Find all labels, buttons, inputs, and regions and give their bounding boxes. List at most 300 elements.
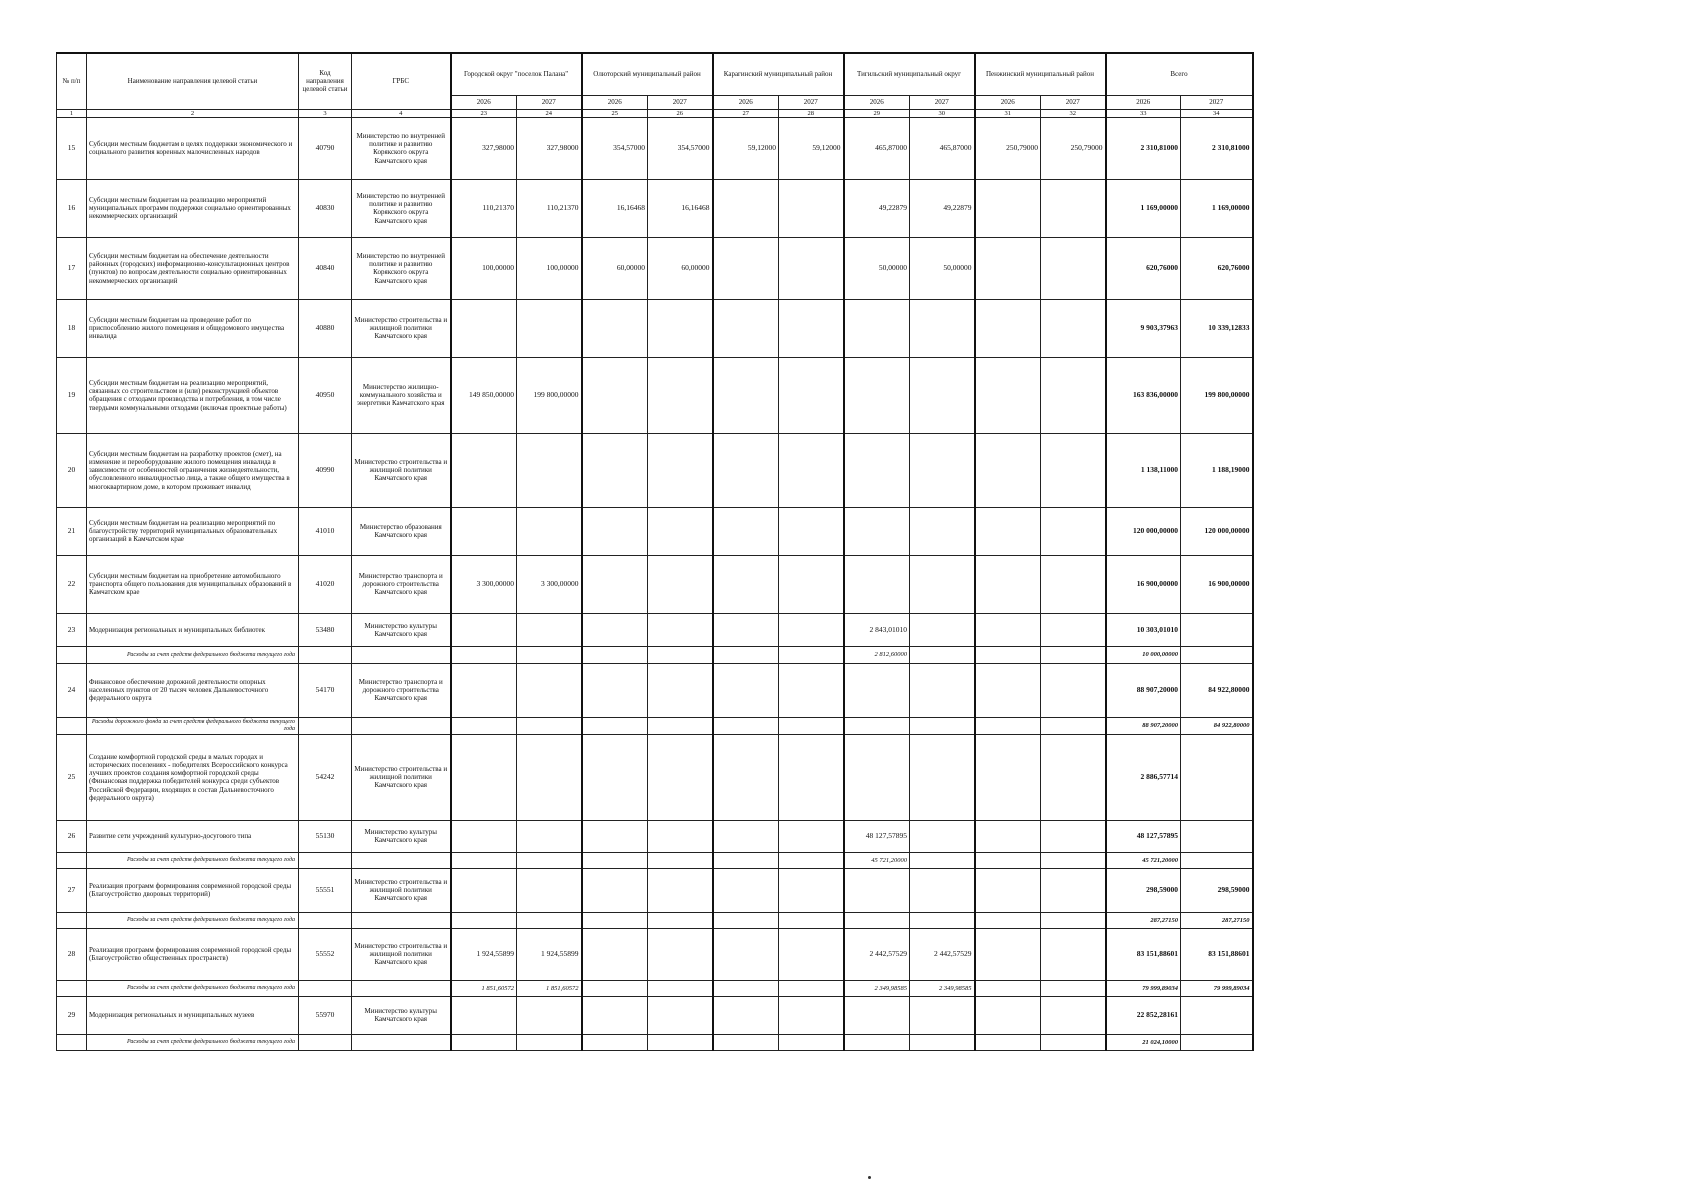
row-number — [57, 717, 87, 734]
value-cell — [582, 852, 648, 868]
total-value-cell: 1 169,00000 — [1181, 179, 1253, 237]
value-cell — [517, 663, 582, 717]
total-value-cell: 9 903,37963 — [1106, 299, 1181, 357]
row-number: 29 — [57, 996, 87, 1034]
value-cell — [713, 912, 779, 928]
value-cell — [975, 613, 1041, 646]
value-cell — [844, 299, 910, 357]
row-code: 40880 — [299, 299, 352, 357]
total-value-cell: 120 000,00000 — [1106, 507, 1181, 555]
column-index: 31 — [975, 109, 1041, 117]
value-cell: 50,00000 — [844, 237, 910, 299]
total-value-cell: 1 169,00000 — [1106, 179, 1181, 237]
row-code: 41020 — [299, 555, 352, 613]
row-grbs: Министерство строительства и жилищной политики Камчатского края — [352, 928, 451, 980]
value-cell — [975, 507, 1041, 555]
row-name: Расходы за счет средств федерального бюджета текущего года — [87, 980, 299, 996]
value-cell — [648, 980, 713, 996]
total-value-cell: 83 151,88601 — [1106, 928, 1181, 980]
value-cell — [648, 646, 713, 663]
value-cell — [582, 433, 648, 507]
value-cell — [779, 980, 844, 996]
value-cell — [1041, 357, 1106, 433]
value-cell — [713, 717, 779, 734]
value-cell: 1 924,55899 — [451, 928, 517, 980]
table-subrow — [57, 852, 1253, 868]
value-cell — [648, 663, 713, 717]
value-cell: 100,00000 — [517, 237, 582, 299]
value-cell — [582, 1034, 648, 1050]
value-cell: 59,12000 — [779, 117, 844, 179]
row-code — [299, 646, 352, 663]
value-cell: 49,22879 — [844, 179, 910, 237]
value-cell — [975, 433, 1041, 507]
value-cell — [517, 868, 582, 912]
row-name: Расходы за счет средств федерального бюджета текущего года — [87, 852, 299, 868]
header-group-total: Всего — [1106, 53, 1253, 95]
column-index: 28 — [779, 109, 844, 117]
total-value-cell: 88 907,20000 — [1106, 717, 1181, 734]
column-index: 33 — [1106, 109, 1181, 117]
total-value-cell: 199 800,00000 — [1181, 357, 1253, 433]
value-cell — [582, 613, 648, 646]
table-row — [57, 507, 1253, 555]
value-cell: 250,79000 — [975, 117, 1041, 179]
value-cell — [844, 357, 910, 433]
row-name: Модернизация региональных и муниципальных музеев — [87, 996, 299, 1034]
row-code: 40990 — [299, 433, 352, 507]
table-row — [57, 433, 1253, 507]
header-group-karaginsky: Карагинский муниципальный район — [713, 53, 844, 95]
row-code: 55551 — [299, 868, 352, 912]
value-cell: 2 349,98585 — [910, 980, 975, 996]
row-name: Субсидии местным бюджетам в целях поддержки экономического и социального развития коренных малочисленных народов — [87, 117, 299, 179]
value-cell — [910, 613, 975, 646]
value-cell — [582, 996, 648, 1034]
header-year: 2027 — [648, 95, 713, 109]
value-cell — [910, 734, 975, 820]
value-cell — [582, 734, 648, 820]
value-cell: 16,16468 — [648, 179, 713, 237]
value-cell — [779, 912, 844, 928]
row-name: Субсидии местным бюджетам на реализацию мероприятий, связанных со строительством и (или) реконструкцией объектов обращения с отходами производства и потребления, в том числе твердыми коммунальными отходами (включая проектные работы) — [87, 357, 299, 433]
table-row — [57, 663, 1253, 717]
row-number: 27 — [57, 868, 87, 912]
value-cell — [779, 663, 844, 717]
total-value-cell: 2 886,57714 — [1106, 734, 1181, 820]
column-index: 27 — [713, 109, 779, 117]
value-cell: 465,87000 — [910, 117, 975, 179]
value-cell — [975, 555, 1041, 613]
value-cell: 1 851,60572 — [517, 980, 582, 996]
value-cell — [713, 734, 779, 820]
row-name: Расходы за счет средств федерального бюджета текущего года — [87, 646, 299, 663]
header-name: Наименование направления целевой статьи — [87, 53, 299, 109]
row-number: 22 — [57, 555, 87, 613]
header-group-penzhinsky: Пенжинский муниципальный район — [975, 53, 1106, 95]
row-code — [299, 912, 352, 928]
total-value-cell: 298,59000 — [1106, 868, 1181, 912]
row-number: 18 — [57, 299, 87, 357]
value-cell — [1041, 734, 1106, 820]
value-cell — [844, 734, 910, 820]
total-value-cell: 620,76000 — [1106, 237, 1181, 299]
row-code: 40830 — [299, 179, 352, 237]
header-year: 2027 — [517, 95, 582, 109]
value-cell — [517, 996, 582, 1034]
total-value-cell: 298,59000 — [1181, 868, 1253, 912]
row-name: Субсидии местным бюджетам на реализацию мероприятий муниципальных программ поддержки социально ориентированных некоммерческих организаций — [87, 179, 299, 237]
value-cell — [975, 237, 1041, 299]
value-cell: 250,79000 — [1041, 117, 1106, 179]
value-cell — [844, 868, 910, 912]
column-index: 32 — [1041, 109, 1106, 117]
row-code — [299, 717, 352, 734]
value-cell — [451, 820, 517, 852]
header-code: Код направления целевой статьи — [299, 53, 352, 109]
row-number: 19 — [57, 357, 87, 433]
total-value-cell: 83 151,88601 — [1181, 928, 1253, 980]
table-row — [57, 179, 1253, 237]
value-cell — [779, 555, 844, 613]
value-cell — [1041, 717, 1106, 734]
value-cell: 354,57000 — [582, 117, 648, 179]
total-value-cell — [1181, 1034, 1253, 1050]
value-cell — [713, 433, 779, 507]
header-year: 2027 — [1181, 95, 1253, 109]
value-cell — [779, 299, 844, 357]
value-cell: 2 349,98585 — [844, 980, 910, 996]
value-cell — [975, 299, 1041, 357]
row-number: 26 — [57, 820, 87, 852]
value-cell — [582, 928, 648, 980]
value-cell — [648, 1034, 713, 1050]
column-index: 4 — [352, 109, 451, 117]
value-cell: 149 850,00000 — [451, 357, 517, 433]
value-cell — [844, 996, 910, 1034]
total-value-cell — [1181, 613, 1253, 646]
value-cell — [779, 820, 844, 852]
row-grbs: Министерство культуры Камчатского края — [352, 996, 451, 1034]
row-grbs — [352, 912, 451, 928]
value-cell — [451, 868, 517, 912]
value-cell — [1041, 868, 1106, 912]
value-cell: 327,98000 — [451, 117, 517, 179]
row-number: 15 — [57, 117, 87, 179]
row-grbs: Министерство строительства и жилищной политики Камчатского края — [352, 868, 451, 912]
header-year: 2026 — [582, 95, 648, 109]
value-cell: 110,21370 — [451, 179, 517, 237]
value-cell — [713, 237, 779, 299]
table-subrow — [57, 912, 1253, 928]
row-name: Субсидии местным бюджетам на приобретение автомобильного транспорта общего пользования для муниципальных образований в Камчатском крае — [87, 555, 299, 613]
value-cell: 16,16468 — [582, 179, 648, 237]
row-name: Субсидии местным бюджетам на проведение работ по приспособлению жилого помещения и общедомового имущества инвалида — [87, 299, 299, 357]
value-cell — [713, 928, 779, 980]
value-cell — [451, 299, 517, 357]
header-year: 2027 — [779, 95, 844, 109]
row-name: Расходы дорожного фонда за счет средств федерального бюджета текущего года — [87, 717, 299, 734]
value-cell — [779, 507, 844, 555]
value-cell — [975, 912, 1041, 928]
value-cell — [1041, 555, 1106, 613]
total-value-cell: 1 188,19000 — [1181, 433, 1253, 507]
value-cell — [713, 868, 779, 912]
value-cell — [713, 1034, 779, 1050]
value-cell — [1041, 663, 1106, 717]
value-cell — [910, 507, 975, 555]
row-code: 41010 — [299, 507, 352, 555]
row-grbs: Министерство по внутренней политике и развитию Корякского округа Камчатского края — [352, 179, 451, 237]
value-cell — [779, 179, 844, 237]
row-grbs: Министерство культуры Камчатского края — [352, 613, 451, 646]
value-cell — [1041, 980, 1106, 996]
value-cell — [844, 1034, 910, 1050]
total-value-cell: 120 000,00000 — [1181, 507, 1253, 555]
header-year: 2027 — [1041, 95, 1106, 109]
value-cell — [910, 357, 975, 433]
total-value-cell: 48 127,57895 — [1106, 820, 1181, 852]
value-cell — [910, 1034, 975, 1050]
total-value-cell: 2 310,81000 — [1181, 117, 1253, 179]
header-year: 2027 — [910, 95, 975, 109]
total-value-cell: 16 900,00000 — [1106, 555, 1181, 613]
value-cell — [779, 717, 844, 734]
value-cell — [451, 646, 517, 663]
total-value-cell: 45 721,20000 — [1106, 852, 1181, 868]
header-num: № п/п — [57, 53, 87, 109]
value-cell — [975, 179, 1041, 237]
value-cell — [517, 852, 582, 868]
row-code: 40840 — [299, 237, 352, 299]
value-cell — [779, 237, 844, 299]
value-cell — [910, 852, 975, 868]
column-index: 23 — [451, 109, 517, 117]
header-row — [57, 53, 1253, 95]
value-cell — [975, 996, 1041, 1034]
value-cell — [648, 357, 713, 433]
row-code — [299, 980, 352, 996]
value-cell — [910, 433, 975, 507]
value-cell — [648, 996, 713, 1034]
value-cell — [975, 717, 1041, 734]
row-code: 54170 — [299, 663, 352, 717]
row-grbs: Министерство культуры Камчатского края — [352, 820, 451, 852]
value-cell — [975, 1034, 1041, 1050]
value-cell — [582, 507, 648, 555]
total-value-cell: 16 900,00000 — [1181, 555, 1253, 613]
value-cell — [779, 734, 844, 820]
table-row — [57, 299, 1253, 357]
value-cell — [910, 663, 975, 717]
table-subrow — [57, 646, 1253, 663]
row-grbs: Министерство по внутренней политике и развитию Корякского округа Камчатского края — [352, 237, 451, 299]
value-cell — [648, 734, 713, 820]
value-cell — [844, 555, 910, 613]
value-cell — [779, 852, 844, 868]
value-cell — [779, 433, 844, 507]
row-number — [57, 912, 87, 928]
table-row — [57, 928, 1253, 980]
column-index: 34 — [1181, 109, 1253, 117]
value-cell — [582, 663, 648, 717]
stray-dot — [868, 1176, 871, 1179]
value-cell — [517, 820, 582, 852]
value-cell: 50,00000 — [910, 237, 975, 299]
value-cell — [1041, 912, 1106, 928]
value-cell — [582, 717, 648, 734]
value-cell — [451, 613, 517, 646]
row-code — [299, 852, 352, 868]
row-grbs — [352, 852, 451, 868]
header-group-palana: Городской округ "поселок Палана" — [451, 53, 582, 95]
value-cell — [713, 507, 779, 555]
row-code — [299, 1034, 352, 1050]
value-cell — [975, 980, 1041, 996]
value-cell — [517, 717, 582, 734]
table-row — [57, 996, 1253, 1034]
value-cell: 59,12000 — [713, 117, 779, 179]
value-cell — [582, 299, 648, 357]
budget-table — [56, 52, 1254, 1051]
total-value-cell — [1181, 996, 1253, 1034]
row-name: Субсидии местным бюджетам на реализацию мероприятий по благоустройству территорий муниципальных образовательных организаций в Камчатском крае — [87, 507, 299, 555]
row-name: Расходы за счет средств федерального бюджета текущего года — [87, 912, 299, 928]
row-name: Модернизация региональных и муниципальных библиотек — [87, 613, 299, 646]
total-value-cell — [1181, 646, 1253, 663]
value-cell — [451, 734, 517, 820]
row-code: 54242 — [299, 734, 352, 820]
table-row — [57, 357, 1253, 433]
total-value-cell: 10 303,01010 — [1106, 613, 1181, 646]
total-value-cell: 21 024,10000 — [1106, 1034, 1181, 1050]
total-value-cell: 620,76000 — [1181, 237, 1253, 299]
header-index-row — [57, 109, 1253, 117]
value-cell — [517, 646, 582, 663]
total-value-cell: 2 310,81000 — [1106, 117, 1181, 179]
column-index: 29 — [844, 109, 910, 117]
row-name: Развитие сети учреждений культурно-досугового типа — [87, 820, 299, 852]
value-cell — [582, 980, 648, 996]
value-cell: 48 127,57895 — [844, 820, 910, 852]
value-cell — [844, 433, 910, 507]
value-cell — [648, 613, 713, 646]
value-cell: 3 300,00000 — [451, 555, 517, 613]
total-value-cell — [1181, 734, 1253, 820]
value-cell — [451, 433, 517, 507]
value-cell — [844, 507, 910, 555]
total-value-cell — [1181, 852, 1253, 868]
value-cell — [517, 433, 582, 507]
value-cell — [779, 613, 844, 646]
budget-table-body — [57, 117, 1253, 1050]
total-value-cell: 79 999,89034 — [1106, 980, 1181, 996]
value-cell — [779, 928, 844, 980]
row-number: 24 — [57, 663, 87, 717]
row-code: 55970 — [299, 996, 352, 1034]
value-cell — [910, 868, 975, 912]
value-cell — [713, 299, 779, 357]
header-year: 2026 — [451, 95, 517, 109]
total-value-cell: 287,27150 — [1181, 912, 1253, 928]
value-cell — [975, 357, 1041, 433]
value-cell — [648, 852, 713, 868]
value-cell — [910, 646, 975, 663]
row-grbs: Министерство строительства и жилищной политики Камчатского края — [352, 299, 451, 357]
value-cell — [844, 912, 910, 928]
total-value-cell: 84 922,80000 — [1181, 663, 1253, 717]
value-cell: 45 721,20000 — [844, 852, 910, 868]
value-cell — [1041, 299, 1106, 357]
row-grbs: Министерство по внутренней политике и развитию Корякского округа Камчатского края — [352, 117, 451, 179]
row-grbs: Министерство транспорта и дорожного строительства Камчатского края — [352, 555, 451, 613]
value-cell — [910, 912, 975, 928]
value-cell — [910, 299, 975, 357]
row-code: 40790 — [299, 117, 352, 179]
header-group-tigilsky: Тигильский муниципальный округ — [844, 53, 975, 95]
value-cell — [582, 820, 648, 852]
value-cell: 100,00000 — [451, 237, 517, 299]
value-cell — [648, 299, 713, 357]
column-index: 2 — [87, 109, 299, 117]
value-cell: 2 812,60000 — [844, 646, 910, 663]
value-cell: 2 442,57529 — [844, 928, 910, 980]
row-number — [57, 980, 87, 996]
value-cell — [713, 820, 779, 852]
row-name: Финансовое обеспечение дорожной деятельности опорных населенных пунктов от 20 тысяч человек Дальневосточного федерального округа — [87, 663, 299, 717]
value-cell: 199 800,00000 — [517, 357, 582, 433]
value-cell — [582, 357, 648, 433]
value-cell: 2 843,01010 — [844, 613, 910, 646]
value-cell — [648, 433, 713, 507]
row-grbs: Министерство транспорта и дорожного строительства Камчатского края — [352, 663, 451, 717]
value-cell — [713, 357, 779, 433]
table-subrow — [57, 980, 1253, 996]
row-grbs — [352, 980, 451, 996]
value-cell — [713, 613, 779, 646]
row-number — [57, 852, 87, 868]
row-grbs — [352, 646, 451, 663]
value-cell — [713, 663, 779, 717]
row-grbs: Министерство строительства и жилищной политики Камчатского края — [352, 734, 451, 820]
row-name: Реализация программ формирования современной городской среды (Благоустройство общественных пространств) — [87, 928, 299, 980]
value-cell: 1 851,60572 — [451, 980, 517, 996]
value-cell — [713, 179, 779, 237]
row-name: Субсидии местным бюджетам на разработку проектов (смет), на изменение и переоборудование жилого помещения инвалида в зависимости от особенностей ограничения жизнедеятельности, обусловленного инвалидностью лица, а также общего имущества в многоквартирном доме, в котором проживает инвалид — [87, 433, 299, 507]
value-cell — [451, 507, 517, 555]
value-cell: 60,00000 — [582, 237, 648, 299]
value-cell — [910, 717, 975, 734]
total-value-cell: 79 999,89034 — [1181, 980, 1253, 996]
value-cell — [451, 852, 517, 868]
row-number — [57, 1034, 87, 1050]
value-cell — [517, 1034, 582, 1050]
header-year: 2026 — [844, 95, 910, 109]
table-row — [57, 613, 1253, 646]
value-cell — [975, 852, 1041, 868]
column-index: 24 — [517, 109, 582, 117]
header-year: 2026 — [713, 95, 779, 109]
value-cell: 60,00000 — [648, 237, 713, 299]
value-cell: 327,98000 — [517, 117, 582, 179]
value-cell — [975, 928, 1041, 980]
header-year: 2026 — [975, 95, 1041, 109]
value-cell — [1041, 237, 1106, 299]
header-grbs: ГРБС — [352, 53, 451, 109]
total-value-cell: 10 000,00000 — [1106, 646, 1181, 663]
row-grbs: Министерство жилищно-коммунального хозяйства и энергетики Камчатского края — [352, 357, 451, 433]
value-cell — [910, 820, 975, 852]
